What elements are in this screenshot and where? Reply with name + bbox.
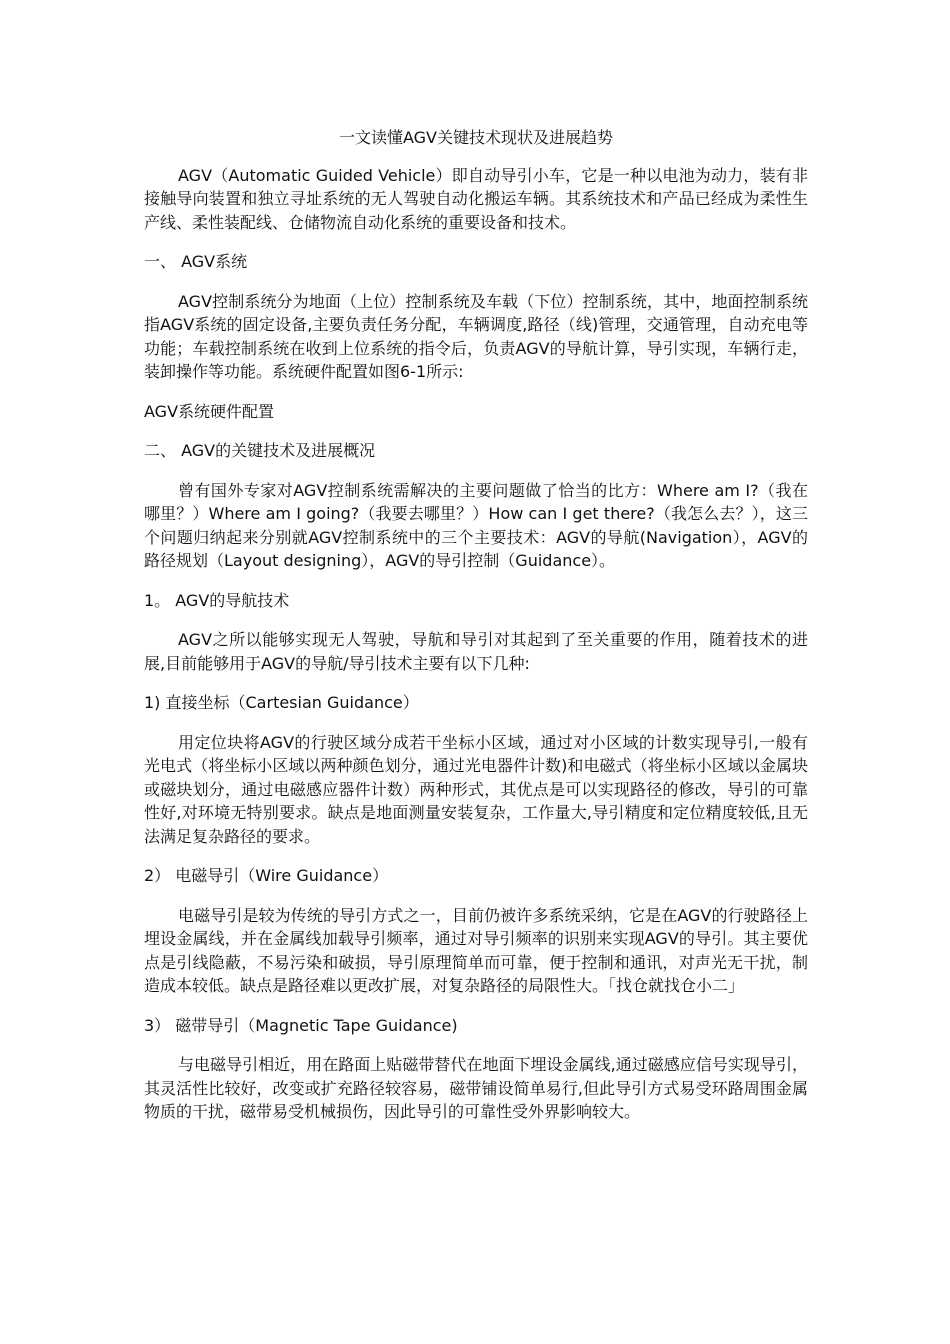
paragraph-three-questions: 曾有国外专家对AGV控制系统需解决的主要问题做了恰当的比方：Where am I?（我在哪里？）Where am I going?（我要去哪里？）How can I get there?（我怎么去？），这三个问题归纳起来分别就AGV控制系统中的三个主要技术：AGV的导航(Navigation），AGV的路径规划（Layout designing），AGV的导引控制（Guidance）。 — [144, 480, 808, 570]
heading-hardware-config: AGV系统硬件配置 — [144, 401, 275, 421]
paragraph-cartesian-guidance: 用定位块将AGV的行驶区域分成若干坐标小区域，通过对小区域的计数实现导引,一般有光电式（将坐标小区域以两种颜色划分，通过光电器件计数)和电磁式（将坐标小区域以金属块或磁块划分，通过电磁感应器件计数）两种形式，其优点是可以实现路径的修改，导引的可靠性好,对环境无特别要求。缺点是地面测量安装复杂，工作量大,导引精度和定位精度较低,且无法满足复杂路径的要求。 — [144, 732, 808, 846]
document-body — [144, 126, 808, 1140]
heading-magnetic-tape-guidance: 3） 磁带导引（Magnetic Tape Guidance) — [144, 1015, 458, 1035]
paragraph-navigation-intro: AGV之所以能够实现无人驾驶，导航和导引对其起到了至关重要的作用，随着技术的进展,目前能够用于AGV的导航/导引技术主要有以下几种: — [144, 630, 808, 673]
document-title: 一文读懂AGV关键技术现状及进展趋势 — [338, 128, 613, 147]
heading-cartesian-guidance: 1) 直接坐标（Cartesian Guidance） — [144, 693, 419, 712]
paragraph-wire-guidance: 电磁导引是较为传统的导引方式之一，目前仍被许多系统采纳，它是在AGV的行驶路径上埋设金属线，并在金属线加载导引频率，通过对导引频率的识别来实现AGV的导引。其主要优点是引线隐蔽，不易污染和破损，导引原理简单而可靠，便于控制和通讯，对声光无干扰，制造成本较低。缺点是路径难以更改扩展，对复杂路径的局限性大。「找仓就找仓小二」 — [144, 905, 808, 995]
heading-wire-guidance: 2） 电磁导引（Wire Guidance） — [144, 866, 389, 885]
heading-key-technologies: 二、 AGV的关键技术及进展概况 — [144, 441, 376, 460]
heading-agv-system: 一、 AGV系统 — [144, 252, 248, 271]
paragraph-intro: AGV（Automatic Guided Vehicle）即自动导引小车，它是一种以电池为动力，装有非接触导向装置和独立寻址系统的无人驾驶自动化搬运车辆。其系统技术和产品已经成为柔性生产线、柔性装配线、仓储物流自动化系统的重要设备和技术。 — [144, 165, 808, 232]
heading-navigation-tech: 1。 AGV的导航技术 — [144, 590, 290, 610]
paragraph-magnetic-tape-guidance: 与电磁导引相近，用在路面上贴磁带替代在地面下埋设金属线,通过磁感应信号实现导引，其灵活性比较好，改变或扩充路径较容易，磁带铺设简单易行,但此导引方式易受环路周围金属物质的干扰，磁带易受机械损伤，因此导引的可靠性受外界影响较大。 — [144, 1055, 808, 1121]
paragraph-control-system: AGV控制系统分为地面（上位）控制系统及车载（下位）控制系统，其中，地面控制系统指AGV系统的固定设备,主要负责任务分配，车辆调度,路径（线)管理，交通管理，自动充电等功能；车载控制系统在收到上位系统的指令后，负责AGV的导航计算，导引实现，车辆行走，装卸操作等功能。系统硬件配置如图6-1所示: — [144, 291, 808, 381]
